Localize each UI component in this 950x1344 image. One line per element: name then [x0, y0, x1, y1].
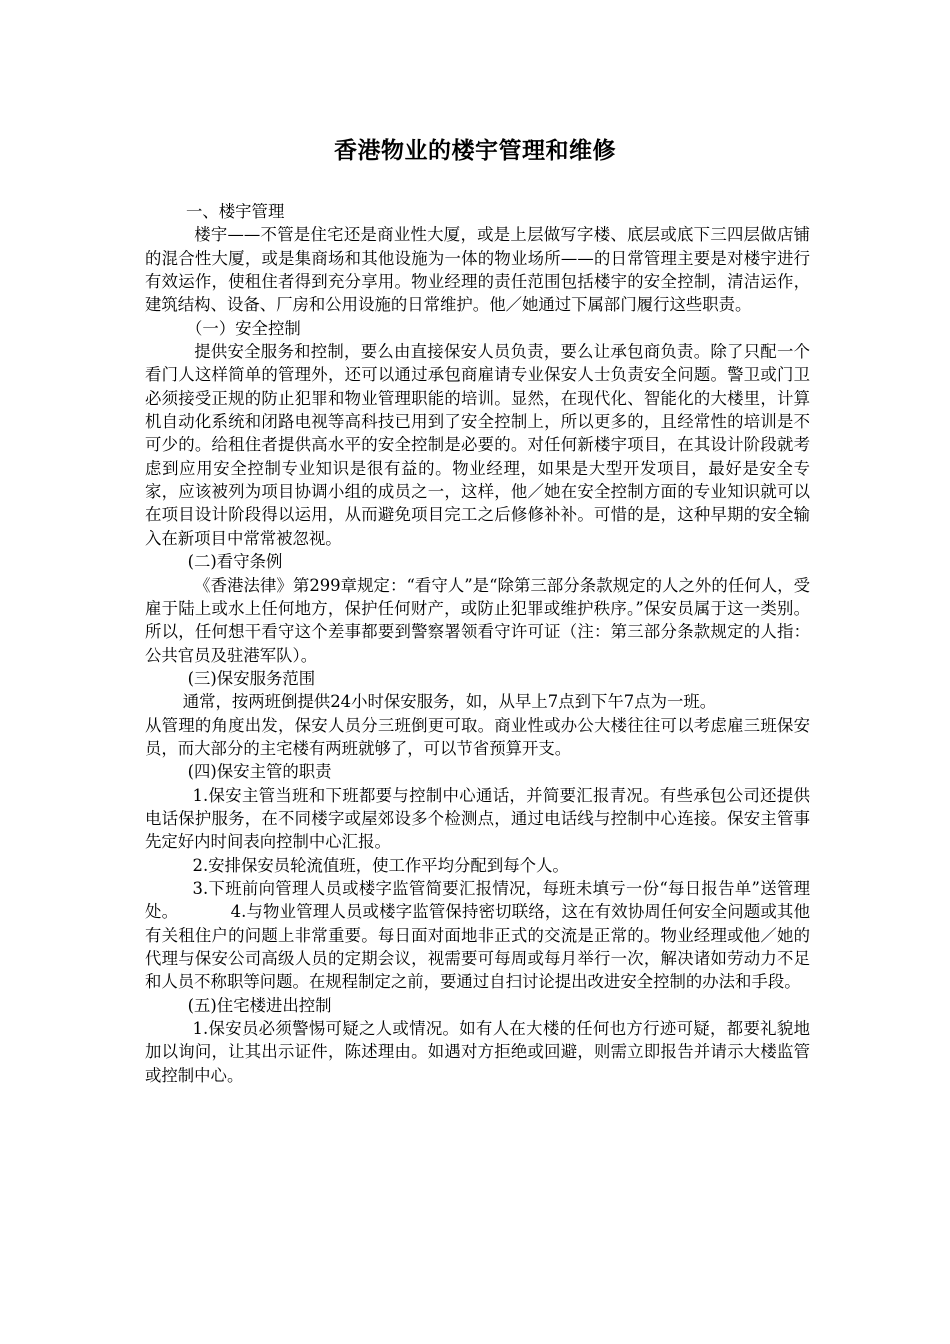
subsection-1-heading: （一）安全控制 [186, 318, 301, 338]
subsection-4-item-2: 2.安排保安员轮流值班，使工作平均分配到每个人。 [192, 855, 569, 875]
document-title: 香港物业的楼宇管理和维修 [334, 137, 616, 164]
subsection-4-heading: (四)保安主管的职责 [187, 762, 332, 782]
subsection-2-text: 《香港法律》第299章规定：“看守人”是“除第三部分条款规定的人之外的任何人，受雇于陆上或水上任何地方，保护任何财产，或防止犯罪或维护秩序。”保安员属于这一类别。所以，任何想干看守这个差事都要到警察署领看守许可证（注：第三部分条款规定的人指：公共官员及驻港军队）。 [145, 575, 810, 665]
subsection-2-heading: (二)看守条例 [187, 552, 283, 572]
subsection-1-text: 提供安全服务和控制，要么由直接保安人员负责，要么让承包商负责。除了只配一个看门人这样简单的管理外，还可以通过承包商雇请专业保安人士负责安全问题。警卫或门卫必须接受正规的防止犯罪和物业管理职能的培训。显然，在现代化、智能化的大楼里，计算机自动化系统和闭路电视等高科技已用到了安全控制上，所以更多的，且经常性的培训是不可少的。给租住者提供高水平的安全控制是必要的。对任何新楼宇项目，在其设计阶段就考虑到应用安全控制专业知识是很有益的。物业经理，如果是大型开发项目，最好是安全专家，应该被列为项目协调小组的成员之一，这样，他／她在安全控制方面的专业知识就可以在项目设计阶段得以运用，从而避免项目完工之后修修补补。可惜的是，这种早期的安全输入在新项目中常常被忽视。 [145, 342, 810, 548]
subsection-3-heading: (三)保安服务范围 [187, 668, 316, 688]
document-body [145, 200, 810, 1087]
subsection-4-item-3: 3.下班前向管理人员或楼字监管简要汇报情况，每班未填亏一份“每日报告单”送管理处。 [145, 878, 810, 922]
subsection-5-heading: (五)住宅楼进出控制 [187, 995, 332, 1015]
subsection-3-first-line: 通常，按两班倒提供24小时保安服务，如，从早上7点到下午7点为一班。 [182, 692, 717, 712]
subsection-4-item-4: 4.与物业管理人员或楼字监管保持密切联络，这在有效协周任何安全问题或其他有关租住户的问题上非常重要。每日面对面地非正式的交流是正常的。物业经理或他／她的代理与保安公司高级人员的定期会议，视需要可每周或每月举行一次，解决诸如劳动力不足和人员不称职等问题。在规程制定之前，要通过自扫讨论提出改进安全控制的办法和手段。 [145, 902, 811, 992]
subsection-3-text: 从管理的角度出发，保安人员分三班倒更可取。商业性或办公大楼往往可以考虑雇三班保安员，而大部分的主宅楼有两班就够了，可以节省预算开支。 [145, 715, 810, 758]
subsection-5-item-1: 1.保安员必须警惕可疑之人或情况。如有人在大楼的任何也方行迹可疑，都要礼貌地加以询问，让其出示证件，陈述理由。如遇对方拒绝或回避，则需立即报告并请示大楼监管或控制中心。 [145, 1019, 810, 1085]
subsection-4-items-3-4 [145, 877, 810, 994]
subsection-4-item-1: 1.保安主管当班和下班都要与控制中心通话，并简要汇报青况。有些承包公司还提供电话保护服务，在不同楼字或屋郊设多个检测点，通过电话线与控制中心连接。保安主管事先定好内时间表向控制中心汇报。 [145, 785, 810, 852]
section-1-intro: 楼宇——不管是住宅还是商业性大厦，或是上层做写字楼、底层或底下三四层做店铺的混合性大厦，或是集商场和其他设施为一体的物业场所——的日常管理主要是对楼宇进行有效运作，使租住者得到充分享用。物业经理的责任范围包括楼宇的安全控制，清洁运作，建筑结构、设备、厂房和公用设施的日常维护。他／她通过下属部门履行这些职责。 [145, 225, 810, 315]
section-1-heading: 一、楼宇管理 [186, 202, 285, 221]
